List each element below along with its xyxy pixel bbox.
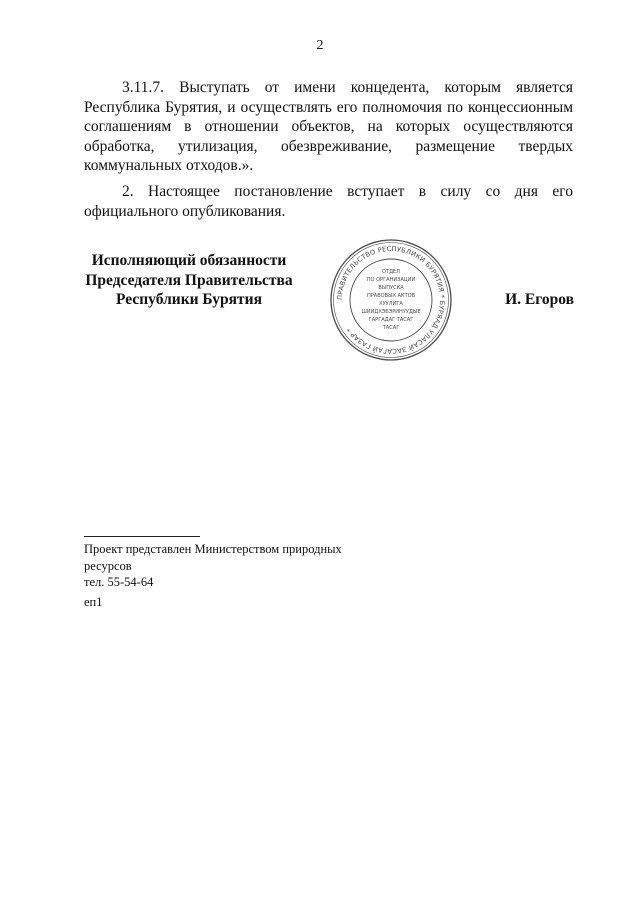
seal-center-line: ОТДЕЛ xyxy=(382,269,400,275)
page-number: 2 xyxy=(316,38,324,53)
seal-ring-text: ПРАВИТЕЛЬСТВО РЕСПУБЛИКИ БУРЯТИЯ * БУРЯАД УЛАСАЙ ЗАСАГАЙ ГАЗАР * xyxy=(335,244,447,356)
phone-number: тел. 55-54-64 xyxy=(84,575,154,589)
project-note: Проект представлен Министерством природных ресурсов xyxy=(84,542,342,573)
document-code: еп1 xyxy=(84,595,103,609)
seal-center-line: ВЫПУСКА xyxy=(378,285,404,291)
footer-note xyxy=(84,541,384,591)
position-line: Республики Бурятия xyxy=(116,291,262,308)
seal-center-line: ТАСАГ xyxy=(382,325,400,331)
seal-center-line: ПО ОРГАНИЗАЦИИ xyxy=(366,277,416,283)
signer-name: И. Егоров xyxy=(505,291,574,308)
seal-center-line: ХУУЛИТА xyxy=(379,301,403,307)
paragraph-entry-into-force: 2. Настоящее постановление вступает в силу со дня его официального опубликования. xyxy=(84,183,573,220)
position-line: Исполняющий обязанности xyxy=(91,252,287,269)
seal-center-line: ШИИДХЭБЭРИНУУДЫЕ xyxy=(361,309,421,315)
paragraph-concedent-powers: 3.11.7. Выступать от имени концедента, которым является Республика Бурятия, и осуществлять его полномочия по концессионным соглашениям в отношении объектов, на которых осуществляются обработка, утилизация, обезвреживание, размещение твердых коммунальных отходов.». xyxy=(84,79,573,174)
seal-center-line: ГАРГАДАГ ТАСАГ xyxy=(368,317,414,323)
official-seal-stamp xyxy=(329,238,453,362)
footnote-divider xyxy=(84,536,200,537)
svg-text:ПРАВИТЕЛЬСТВО РЕСПУБЛИКИ БУРЯТ xyxy=(336,245,446,355)
seal-center-line: ПРАВОВЫХ АКТОВ xyxy=(366,293,416,299)
signatory-position xyxy=(84,251,294,310)
position-line: Председателя Правительства xyxy=(85,271,293,289)
